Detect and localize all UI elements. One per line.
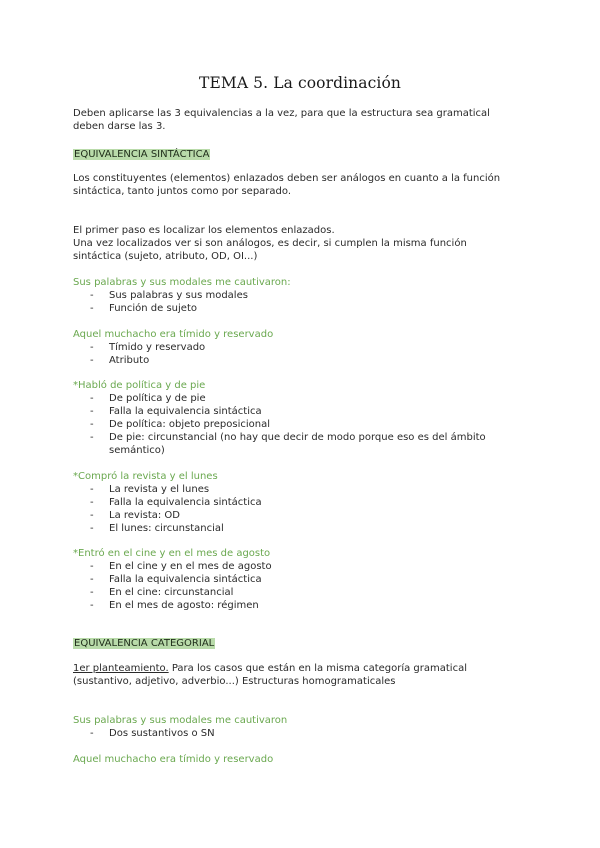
list-item — [73, 431, 543, 457]
list-item: - El lunes: circunstancial — [73, 522, 543, 535]
highlighted-heading: EQUIVALENCIA CATEGORIAL — [74, 638, 215, 649]
list-item: - Atributo — [73, 354, 543, 367]
list-item: - De política: objeto preposicional — [73, 418, 543, 431]
example-list — [73, 392, 543, 457]
text-line: Los constituyentes (elementos) enlazados deben ser análogos en cuanto a la función — [73, 173, 501, 184]
intro-paragraph — [73, 107, 543, 133]
text-line: Para los casos que están en la misma categoría gramatical — [168, 663, 467, 674]
list-item: - Falla la equivalencia sintáctica — [73, 496, 543, 509]
example-list — [73, 289, 543, 315]
section-heading-categorial — [73, 637, 543, 650]
example-title: *Entró en el cine y en el mes de agosto — [73, 548, 271, 559]
intro-line: Deben aplicarse las 3 equivalencias a la vez, para que la estructura sea gramatical — [73, 108, 490, 119]
sintactica-paragraph-1 — [73, 172, 543, 198]
list-item: - De política y de pie — [73, 392, 543, 405]
list-item: - La revista: OD — [73, 509, 543, 522]
list-item-text: De pie: circunstancial (no hay que decir de modo porque eso es del ámbito — [109, 432, 486, 443]
list-item: - En el mes de agosto: régimen — [73, 599, 543, 612]
list-item: - Sus palabras y sus modales — [73, 289, 543, 302]
example-title: *Compró la revista y el lunes — [73, 471, 218, 482]
list-item-text: semántico) — [109, 445, 165, 456]
categorial-paragraph — [73, 662, 543, 688]
sintactica-paragraph-2 — [73, 224, 543, 263]
page-title: TEMA 5. La coordinación — [199, 74, 401, 92]
intro-line: deben darse las 3. — [73, 121, 166, 132]
example-list — [73, 727, 543, 740]
text-line: sintáctica (sujeto, atributo, OD, OI...) — [73, 251, 258, 262]
section-heading-sintactica — [73, 148, 543, 161]
example-list — [73, 483, 543, 535]
text-line: El primer paso es localizar los elementos enlazados. — [73, 225, 335, 236]
example-title: Sus palabras y sus modales me cautivaron: — [73, 277, 291, 288]
example-list — [73, 560, 543, 612]
list-item: - Función de sujeto — [73, 302, 543, 315]
list-item: - Falla la equivalencia sintáctica — [73, 405, 543, 418]
text-line: Una vez localizados ver si son análogos, es decir, si cumplen la misma función — [73, 238, 467, 249]
example-list — [73, 341, 543, 367]
list-item: - En el cine y en el mes de agosto — [73, 560, 543, 573]
highlighted-heading: EQUIVALENCIA SINTÁCTICA — [74, 149, 210, 160]
list-item: - Dos sustantivos o SN — [73, 727, 543, 740]
example-title: Aquel muchacho era tímido y reservado — [73, 329, 274, 340]
underlined-lead: 1er planteamiento. — [73, 663, 169, 674]
example-title: Aquel muchacho era tímido y reservado — [73, 754, 274, 765]
list-item: - Tímido y reservado — [73, 341, 543, 354]
text-line: (sustantivo, adjetivo, adverbio...) Estructuras homogramaticales — [73, 676, 396, 687]
list-item: - En el cine: circunstancial — [73, 586, 543, 599]
list-item: - Falla la equivalencia sintáctica — [73, 573, 543, 586]
example-title: *Habló de política y de pie — [73, 380, 206, 391]
text-line: sintáctica, tanto juntos como por separado. — [73, 186, 291, 197]
list-item: - La revista y el lunes — [73, 483, 543, 496]
example-title: Sus palabras y sus modales me cautivaron — [73, 715, 288, 726]
